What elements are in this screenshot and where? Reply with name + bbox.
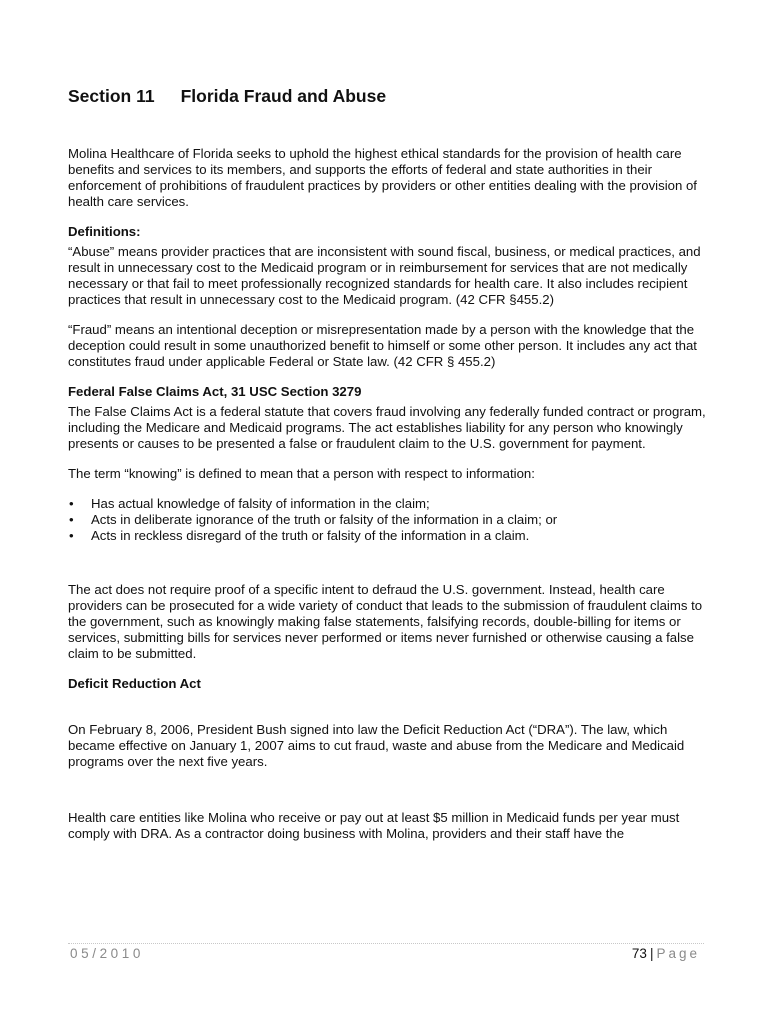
footer-page-label — [632, 946, 700, 961]
knowing-intro: The term “knowing” is defined to mean that a person with respect to information: — [68, 466, 535, 481]
dra-heading: Deficit Reduction Act — [68, 676, 201, 691]
page-number: 73 — [631, 946, 647, 961]
fraud-definition: “Fraud” means an intentional deception or misrepresentation made by a person with the knowledge that the deception could result in some unauthorized benefit to himself or some other person. It includes any act that constitutes fraud under applicable Federal or State law. (42 CFR § 455.2) — [68, 322, 697, 369]
definitions-heading: Definitions: — [68, 224, 141, 239]
section-number: Section 11 — [68, 86, 155, 106]
fca-heading: Federal False Claims Act, 31 USC Section 3279 — [68, 384, 362, 399]
dra-signed-paragraph: On February 8, 2006, President Bush signed into law the Deficit Reduction Act (“DRA”). The law, which became effective on January 1, 2007 aims to cut fraud, waste and abuse from the Medicare and Medicaid programs over the next five years. — [68, 722, 685, 769]
section-title: Florida Fraud and Abuse — [180, 86, 387, 106]
intro-paragraph: Molina Healthcare of Florida seeks to uphold the highest ethical standards for the provision of health care benefits and services to its members, and supports the efforts of federal and state authorities in their enforcement of prohibitions of fraudulent practices by providers or other entities dealing with the provision of health care services. — [68, 146, 697, 209]
bullet-icon: • — [69, 496, 74, 511]
page-separator: | — [649, 946, 654, 961]
list-item: • Acts in reckless disregard of the truth or falsity of the information in a claim. — [69, 528, 530, 543]
page-word: Page — [656, 946, 700, 961]
bullet-icon: • — [69, 512, 74, 527]
page-title — [68, 86, 386, 107]
knowing-list — [68, 496, 708, 544]
fca-description: The False Claims Act is a federal statute that covers fraud involving any federally funded contract or program, including the Medicare and Medicaid programs. The act establishes liability for any person who knowingly presents or causes to be presented a false or fraudulent claim to the U.S. government for payment. — [68, 404, 706, 451]
bullet-icon: • — [69, 528, 74, 543]
abuse-definition: “Abuse” means provider practices that are inconsistent with sound fiscal, business, or medical practices, and result in unnecessary cost to the Medicaid program or in reimbursement for services that are not medically necessary or that fail to meet professionally recognized standards for health care. It also includes recipient practices that result in unnecessary cost to the Medicaid program. (42 CFR §455.2) — [68, 244, 701, 307]
footer-divider — [68, 943, 704, 944]
footer-date: 05/2010 — [70, 946, 144, 961]
list-item: • Acts in deliberate ignorance of the truth or falsity of the information in a claim; or — [69, 512, 558, 527]
document-body — [68, 146, 708, 856]
intent-paragraph: The act does not require proof of a specific intent to defraud the U.S. government. Instead, health care providers can be prosecuted for a wide variety of conduct that leads to the submission of fraudulent claims to the government, such as knowingly making false statements, falsifying records, double-billing for items or services, submitting bills for services never performed or items never furnished or otherwise causing a false claim to be submitted. — [68, 582, 703, 661]
dra-entities-paragraph: Health care entities like Molina who receive or pay out at least $5 million in Medicaid funds per year must comply with DRA. As a contractor doing business with Molina, providers and their staff have the — [68, 810, 680, 841]
list-item: • Has actual knowledge of falsity of information in the claim; — [69, 496, 430, 511]
